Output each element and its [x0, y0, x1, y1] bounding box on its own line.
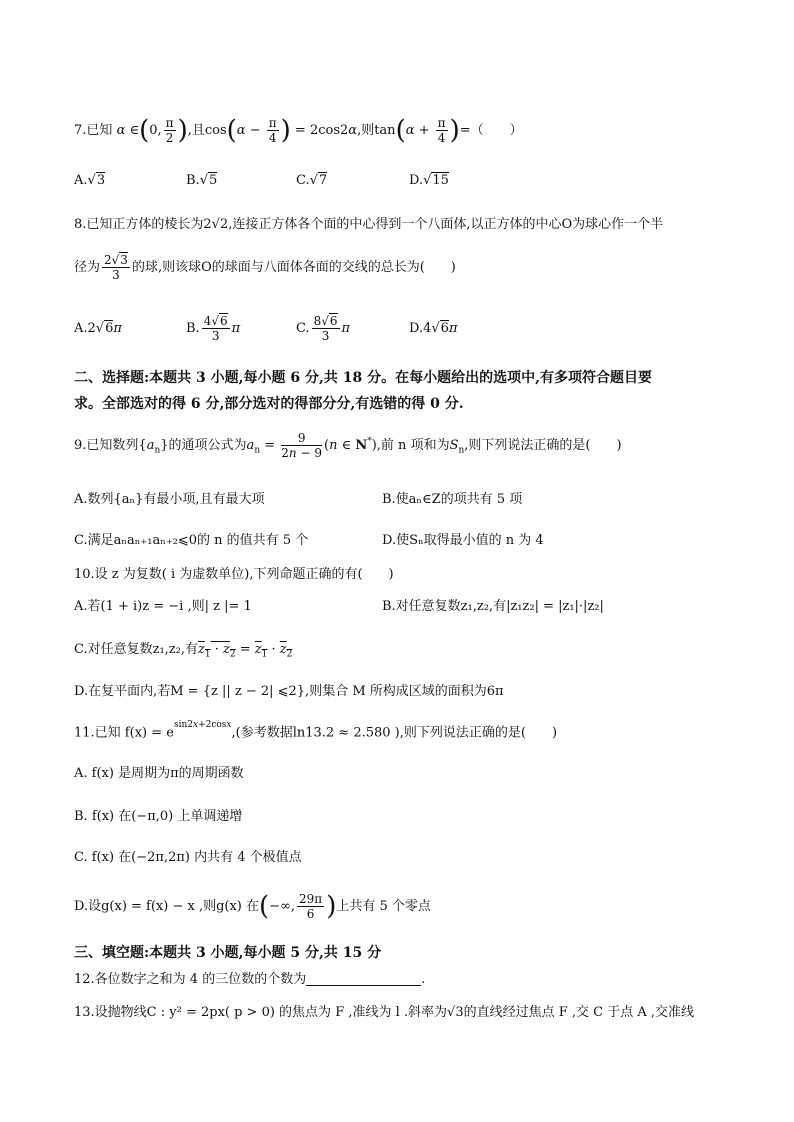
question-9-stem: 9.已知数列$\{a_n\}$的通项公式为$a_n$ = $\frac{9}{2n - 9}$ (n ∈ N*),前 n 项和为$S_n$,则下列说法正确的是( ) — [74, 431, 622, 460]
question-9-option-d: D.使Sₙ取得最小值的 n 为 4 — [382, 533, 544, 548]
question-11-stem: 11.已知 $f(x) = e^{sin2x+2cosx}$,(参考数据ln13.2 ≈ 2.580 ),则下列说法正确的是( ) — [74, 720, 558, 741]
section-2-heading-line-1: 二、选择题:本题共 3 小题,每小题 6 分,共 18 分。在每小题给出的选项中,有多项符合题目要 — [74, 370, 652, 386]
question-8-option-c: C. $\frac{8√6}{3}$ π — [296, 314, 351, 343]
question-8-line-1: 8.已知正方体的棱长为2√2,连接正方体各个面的中心得到一个八面体,以正方体的中心O为球心作一个半 — [74, 217, 664, 232]
section-3-heading: 三、填空题:本题共 3 小题,每小题 5 分,共 15 分 — [74, 945, 382, 961]
question-12: 12.各位数字之和为 4 的三位数的个数为 . — [74, 972, 426, 987]
question-10-option-d: D.在复平面内,若M = {z || z − 2| ⩽2},则集合 M 所构成区域的面积为6π — [74, 684, 504, 699]
question-10-option-c: C.对任意复数z₁,z₂,有$z_1 \cdot z_2 = z_1 \cdot z_2$ — [74, 642, 293, 660]
answer-blank[interactable] — [306, 973, 421, 986]
question-10-option-b: B.对任意复数z₁,z₂,有|z₁z₂| = |z₁|·|z₂| — [382, 599, 604, 614]
question-10-stem: 10.设 z 为复数( i 为虚数单位),下列命题正确的有( ) — [74, 567, 394, 582]
question-11-option-c: C. f(x) 在(−2π,2π) 内共有 4 个极值点 — [74, 850, 302, 865]
question-9-option-a: A.数列{aₙ}有最小项,且有最大项 — [74, 492, 265, 507]
question-10-option-a: A.若(1 + i)z = −i ,则| z |= 1 — [74, 599, 252, 614]
question-11-option-d: D.设g(x) = f(x) − x ,则g(x) 在(−∞, $\frac{29\pi}{6}$ )上共有 5 个零点 — [74, 891, 431, 922]
question-9-option-b: B.使aₙ∈Z的项共有 5 项 — [382, 492, 523, 507]
question-7-option-b: B.√5 — [186, 173, 218, 188]
question-7-option-a: A.√3 — [74, 173, 106, 188]
section-2-heading-line-2: 求。全部选对的得 6 分,部分选对的得部分分,有选错的得 0 分. — [74, 396, 464, 412]
question-8-option-d: D.4√6π — [409, 321, 458, 336]
question-8-option-a: A.2√6π — [74, 321, 122, 336]
question-7-stem: 7.已知 α ∈(0, $\frac{\pi}{2}$ ),且cos(α − $\frac{\pi}{4}$ ) = 2cos2α,则tan(α + $\frac{\pi}{4}$ )=（ ） — [74, 115, 523, 146]
question-11-option-a: A. f(x) 是周期为π的周期函数 — [74, 766, 244, 781]
question-8-line-2: 径为 $\frac{2√3}{3}$ 的球,则该球O的球面与八面体各面的交线的总长为( ) — [74, 253, 456, 282]
question-9-option-c: C.满足aₙaₙ₊₁aₙ₊₂⩽0的 n 的值共有 5 个 — [74, 533, 309, 548]
question-7-option-c: C.√7 — [296, 173, 328, 188]
question-11-option-b: B. f(x) 在(−π,0) 上单调递增 — [74, 809, 243, 824]
question-8-option-b: B. $\frac{4√6}{3}$ π — [186, 314, 241, 343]
question-13-line-1: 13.设抛物线C : y² = 2px( p > 0) 的焦点为 F ,准线为 l .斜率为√3的直线经过焦点 F ,交 C 于点 A ,交准线 — [74, 1005, 695, 1020]
question-7-option-d: D.√15 — [409, 173, 449, 188]
